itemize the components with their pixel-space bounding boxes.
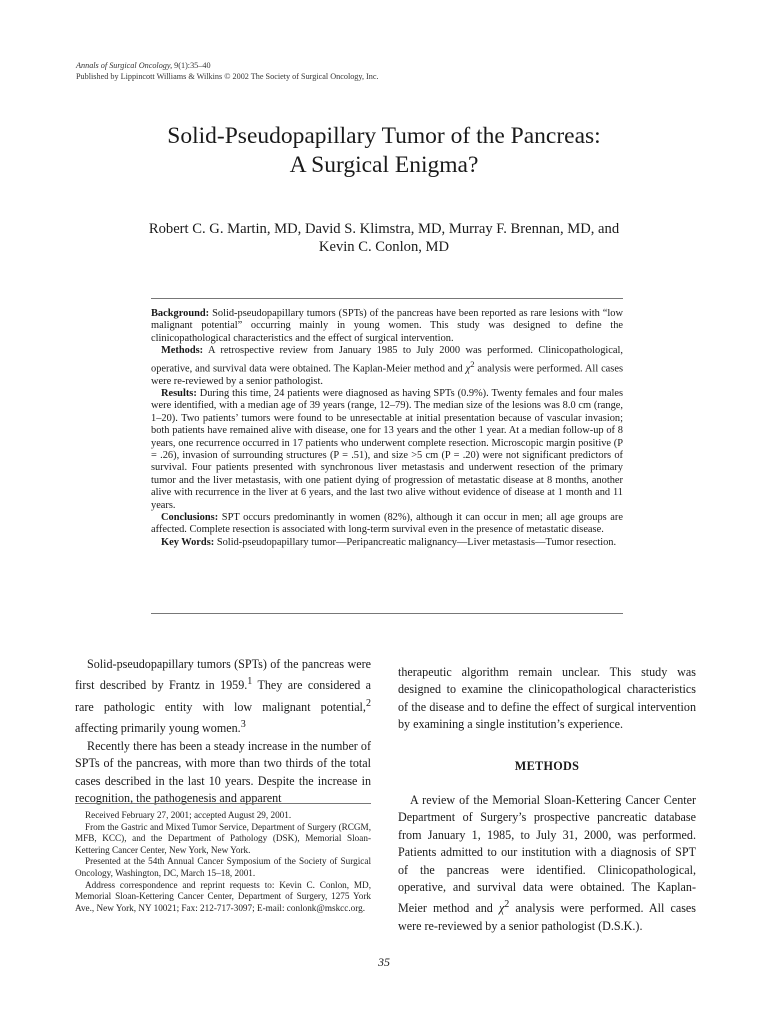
publisher-line: Published by Lippincott Williams & Wilkins © 2002 The Society of Surgical Oncology, Inc.: [76, 71, 379, 81]
authors-line-2: Kevin C. Conlon, MD: [318, 239, 450, 255]
intro-continuation: therapeutic algorithm remain unclear. This study was designed to examine the clinicopathological characteristics of the disease and to define the effect of surgical intervention by examining a single institution’s experience.: [398, 665, 696, 732]
footnote-presented: Presented at the 54th Annual Cancer Symposium of the Society of Surgical Oncology, Washington, DC, March 15–18, 2001.: [75, 856, 371, 878]
authors-line-1: Robert C. G. Martin, MD, David S. Klimstra, MD, Murray F. Brennan, MD, and: [148, 221, 620, 237]
intro-paragraph-2: Recently there has been a steady increase in the number of SPTs of the pancreas, with more than two thirds of the total cases described in the last 10 years. Despite the increase in recognition, the pathogenesis and apparent: [75, 738, 371, 805]
body-column-left: [75, 656, 371, 807]
body-column-right: [398, 664, 696, 935]
journal-name: Annals of Surgical Oncology,: [76, 61, 173, 70]
conclusions-text: SPT occurs predominantly in women (82%), although it can occur in men; all age groups are affected. Complete resection is associated with long-term survival even in the presence of metastatic disease.: [151, 511, 623, 536]
reference-2: 2: [365, 697, 371, 709]
chi-superscript-body: 2: [504, 899, 510, 911]
keywords-text: Solid-pseudopapillary tumor—Peripancreatic malignancy—Liver metastasis—Tumor resection.: [216, 536, 617, 548]
chi-symbol: χ: [465, 363, 471, 375]
methods-body-text: A review of the Memorial Sloan-Kettering Cancer Center Department of Surgery’s prospective pancreatic database from January 1, 1985, to July 31, 2000, was performed. Patients admitted to our institution with a diagnosis of SPT of the pancreas were identified. Clinicopathological, operative, and survival data were obtained. The Kaplan-Meier method and: [398, 793, 696, 916]
methods-label: Methods:: [161, 345, 204, 357]
author-list: [60, 220, 708, 256]
intro-paragraph-1: [75, 656, 371, 738]
page-number: 35: [378, 955, 390, 969]
running-head: [76, 61, 379, 82]
abstract-keywords: [151, 537, 623, 549]
background-text: Solid-pseudopapillary tumors (SPTs) of the pancreas have been reported as rare lesions with “low malignant potential” occurring mainly in young women. This study was designed to define the clinicopathological characteristics and the effect of surgical intervention.: [151, 308, 623, 344]
footnotes: [75, 810, 371, 914]
keywords-label: Key Words:: [161, 536, 215, 548]
intro-text-1a: Solid-pseudopapillary tumors (SPTs) of the pancreas were first described by Frantz in 1959.: [75, 657, 371, 693]
article-title: [60, 122, 708, 180]
reference-1: 1: [247, 676, 253, 688]
results-text: During this time, 24 patients were diagnosed as having SPTs (0.9%). Twenty females and four males were identified, with a median age of 39 years (range, 12–79). The median size of the lesions was 8.0 cm (range, 1–20). Two patients’ tumors were found to be unresectable at initial presentation because of vascular invasion; both patients have remained alive with disease, one for 13 years and the other 1 year. At a median follow-up of 8 years, one recurrence occurred in 17 patients who underwent complete resection. Microscopic margin positive (P = .26), invasion of surrounding structures (P = .51), and size >5 cm (P = .20) were not significant predictors of survival. Four patients presented with synchronous liver metastasis and underwent resection of the primary tumor and the liver metastasis, with one patient dying of progression of metastatic disease at 8 months, another alive with recurrence in the liver at 6 years, and the last two alive without evidence of disease at 1 month and 11 years.: [151, 387, 623, 511]
footnote-address: Address correspondence and reprint requests to: Kevin C. Conlon, MD, Memorial Sloan-Kettering Cancer Center, Department of Surgery, 1275 York Ave., New York, NY 10021; Fax: 212-717-3097; E-mail: conlonk@mskcc.org.: [75, 879, 371, 913]
intro-text-1c: affecting primarily young women.: [75, 721, 241, 736]
abstract-bottom-rule: [151, 613, 623, 614]
chi-superscript: 2: [470, 358, 475, 369]
abstract-methods: [151, 345, 623, 388]
volume-issue-pages: 9(1):35–40: [172, 61, 211, 70]
abstract: [151, 308, 623, 549]
abstract-results: [151, 388, 623, 512]
footnote-affiliation: From the Gastric and Mixed Tumor Service, Department of Surgery (RCGM, MFB, KCC), and the Department of Pathology (DSK), Memorial Sloan-Kettering Cancer Center, New York, New York.: [75, 821, 371, 855]
title-line-2: A Surgical Enigma?: [289, 152, 479, 178]
methods-text-end: analysis were performed. All cases were re-reviewed by a senior pathologist.: [151, 363, 623, 387]
abstract-conclusions: [151, 512, 623, 537]
abstract-top-rule: [151, 298, 623, 299]
methods-body-text-end: analysis were performed. All cases were re-reviewed by a senior pathologist (D.S.K.).: [398, 901, 696, 933]
background-label: Background:: [151, 308, 210, 319]
conclusions-label: Conclusions:: [161, 511, 219, 523]
methods-text: A retrospective review from January 1985 to July 2000 was performed. Clinicopathological, operative, and survival data were obtained. The Kaplan-Meier method and: [151, 345, 623, 375]
methods-paragraph: [398, 792, 696, 935]
reference-3: 3: [240, 719, 246, 731]
chi-symbol-body: χ: [498, 901, 505, 916]
results-label: Results:: [161, 387, 197, 399]
abstract-background: [151, 308, 623, 345]
methods-heading: METHODS: [514, 758, 580, 773]
intro-text-1b: They are considered a rare pathologic entity with low malignant potential,: [75, 678, 371, 714]
journal-citation: [76, 61, 379, 72]
footnote-received: Received February 27, 2001; accepted August 29, 2001.: [85, 810, 292, 820]
footnote-rule: [75, 803, 371, 804]
title-line-1: Solid-Pseudopapillary Tumor of the Pancreas:: [167, 123, 601, 149]
